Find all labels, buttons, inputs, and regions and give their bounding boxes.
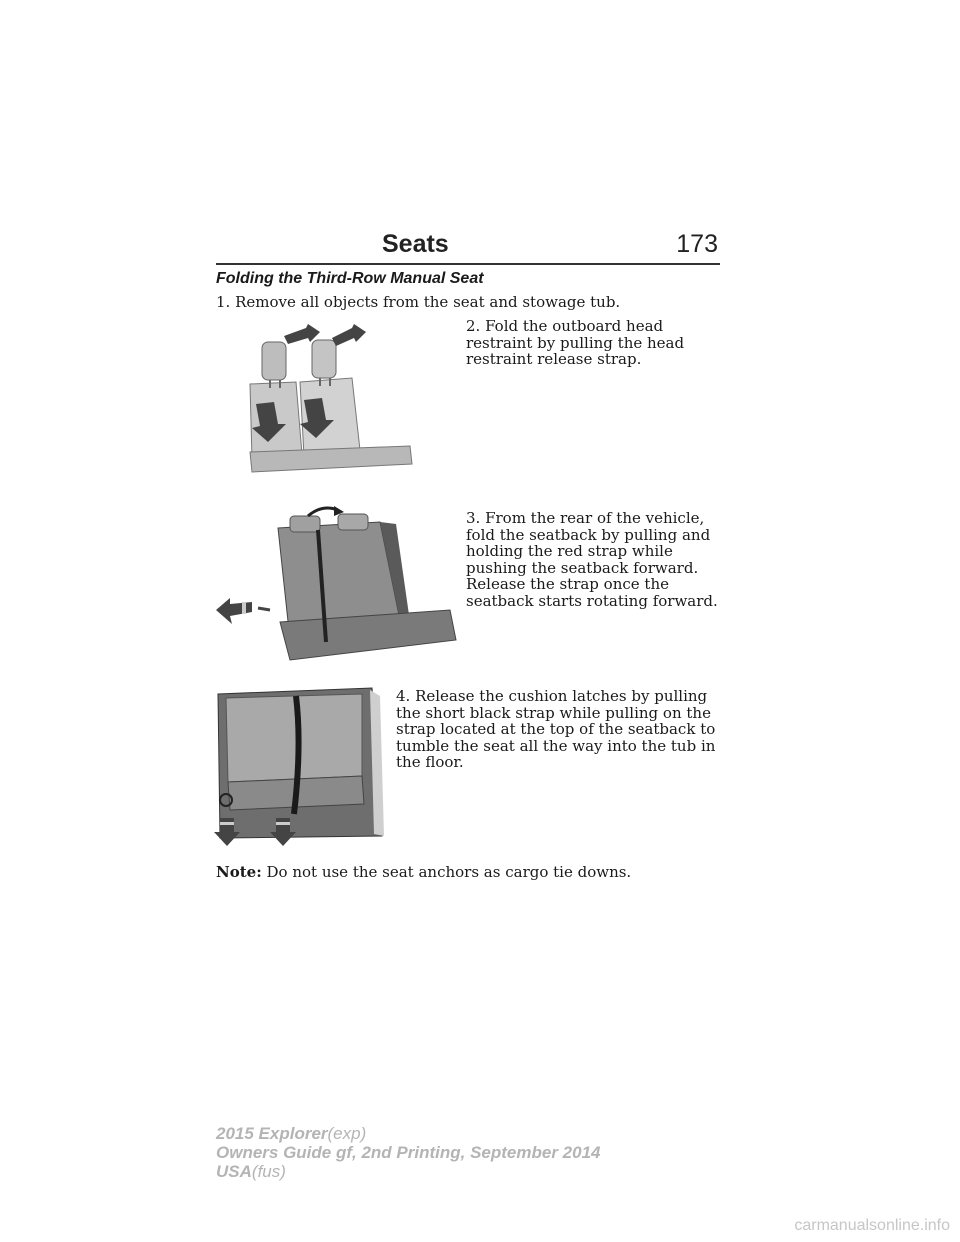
note-label: Note: bbox=[216, 863, 262, 881]
footer-market: USA bbox=[216, 1162, 252, 1181]
watermark: carmanualsonline.info bbox=[794, 1217, 950, 1234]
note-text: Do not use the seat anchors as cargo tie downs. bbox=[266, 863, 632, 881]
step-3: 3. From the rear of the vehicle, fold the seatback by pulling and holding the red strap while pushing the seatback forward. Release the strap once the seatback starts rotating forward. bbox=[466, 509, 718, 610]
footer-market-code: (fus) bbox=[251, 1162, 286, 1181]
note bbox=[216, 864, 720, 881]
footer-model-code: (exp) bbox=[327, 1124, 367, 1143]
footer-model: 2015 Explorer bbox=[216, 1124, 328, 1143]
step-1: 1. Remove all objects from the seat and stowage tub. bbox=[216, 293, 621, 311]
step-2: 2. Fold the outboard head restraint by pulling the head restraint release strap. bbox=[466, 317, 685, 368]
section-title: Seats bbox=[382, 230, 449, 258]
header-rule bbox=[216, 263, 720, 265]
step-4: 4. Release the cushion latches by pulling the short black strap while pulling on the strap located at the top of the seatback to tumble the seat all the way into the tub in the floor. bbox=[396, 687, 716, 771]
document-footer bbox=[216, 1124, 600, 1181]
page-number: 173 bbox=[676, 230, 718, 258]
footer-edition: Owners Guide gf, 2nd Printing, September 2014 bbox=[216, 1143, 601, 1162]
figure-head-restraint-fold bbox=[240, 322, 420, 482]
section-heading: Folding the Third-Row Manual Seat bbox=[216, 270, 484, 287]
figure-seatback-fold bbox=[210, 502, 460, 670]
figure-cushion-latch-release bbox=[212, 686, 386, 850]
page-header bbox=[216, 226, 720, 262]
